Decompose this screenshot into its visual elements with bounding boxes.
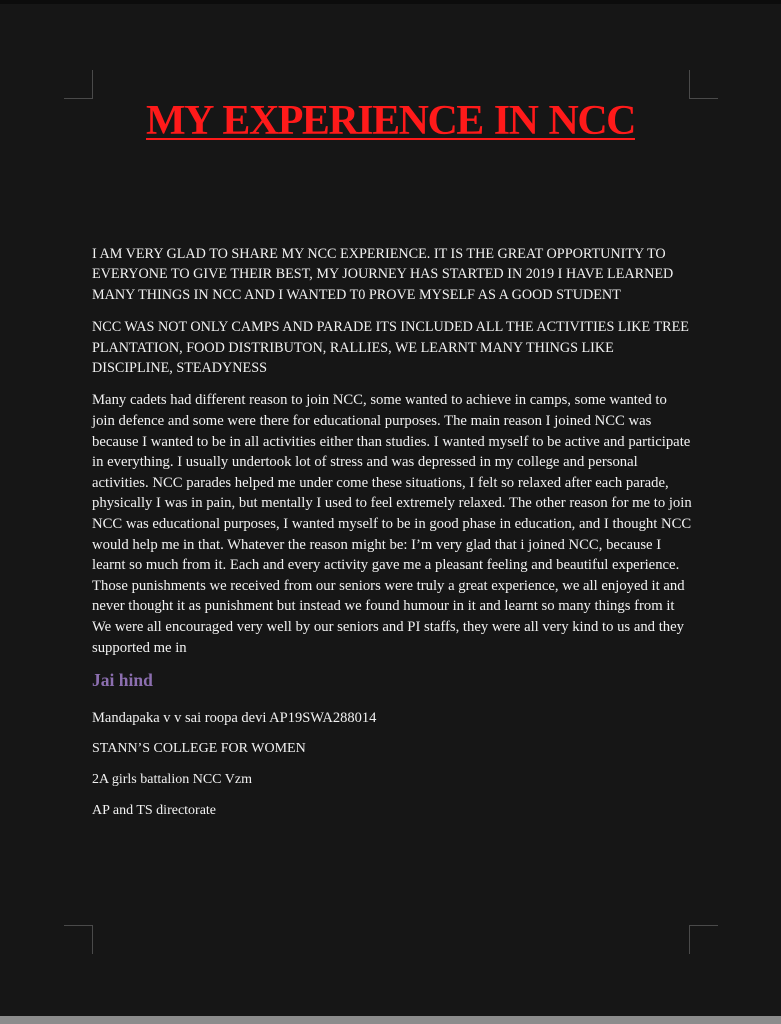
top-edge: [0, 0, 781, 4]
signature-battalion: 2A girls battalion NCC Vzm: [92, 772, 252, 788]
salutation: Jai hind: [92, 670, 153, 691]
document-body: [92, 244, 692, 832]
paragraph-activities: NCC WAS NOT ONLY CAMPS AND PARADE ITS INCLUDED ALL THE ACTIVITIES LIKE TREE PLANTATION, FOOD DISTRIBUTON, RALLIES, WE LEARNT MANY THINGS LIKE DISCIPLINE, STEADYNESS: [92, 319, 689, 377]
margin-corner-bottom-right: [689, 925, 718, 954]
document-title: MY EXPERIENCE IN NCC: [146, 98, 635, 144]
signature-college: STANN’S COLLEGE FOR WOMEN: [92, 741, 306, 757]
margin-corner-bottom-left: [64, 925, 93, 954]
bottom-scroll-strip: [0, 1016, 781, 1024]
paragraph-reasons: Many cadets had different reason to join NCC, some wanted to achieve in camps, some wanted to join defence and some were there for educational purposes. The main reason I joined NCC was because I wanted to be in all activities either than studies. I wanted myself to be active and participate in everything. I usually undertook lot of stress and was depressed in my college and personal activities. NCC parades helped me under come these situations, I felt so relaxed after each parade, physically I was in pain, but mentally I used to feel extremely relaxed. The other reason for me to join NCC was educational purposes, I wanted myself to be in good phase in education, and I thought NCC would help me in that. Whatever the reason might be: I’m very glad that i joined NCC, because I learnt so much from it. Each and every activity gave me a pleasant feeling and beautiful experience. Those punishments we received from our seniors were truly a great experience, we all enjoyed it and never thought it as punishment but instead we found humour in it and learnt so many things from it We were all encouraged very well by our seniors and PI staffs, they were all very kind to us and they supported me in: [92, 392, 692, 656]
signature-name: Mandapaka v v sai roopa devi AP19SWA288014: [92, 710, 377, 727]
signature-directorate: AP and TS directorate: [92, 803, 217, 819]
margin-corner-top-left: [64, 70, 93, 99]
paragraph-intro: I AM VERY GLAD TO SHARE MY NCC EXPERIENCE. IT IS THE GREAT OPPORTUNITY TO EVERYONE TO GIVE THEIR BEST, MY JOURNEY HAS STARTED IN 2019 I HAVE LEARNED MANY THINGS IN NCC AND I WANTED T0 PROVE MYSELF AS A GOOD STUDENT: [92, 246, 674, 303]
margin-corner-top-right: [689, 70, 718, 99]
